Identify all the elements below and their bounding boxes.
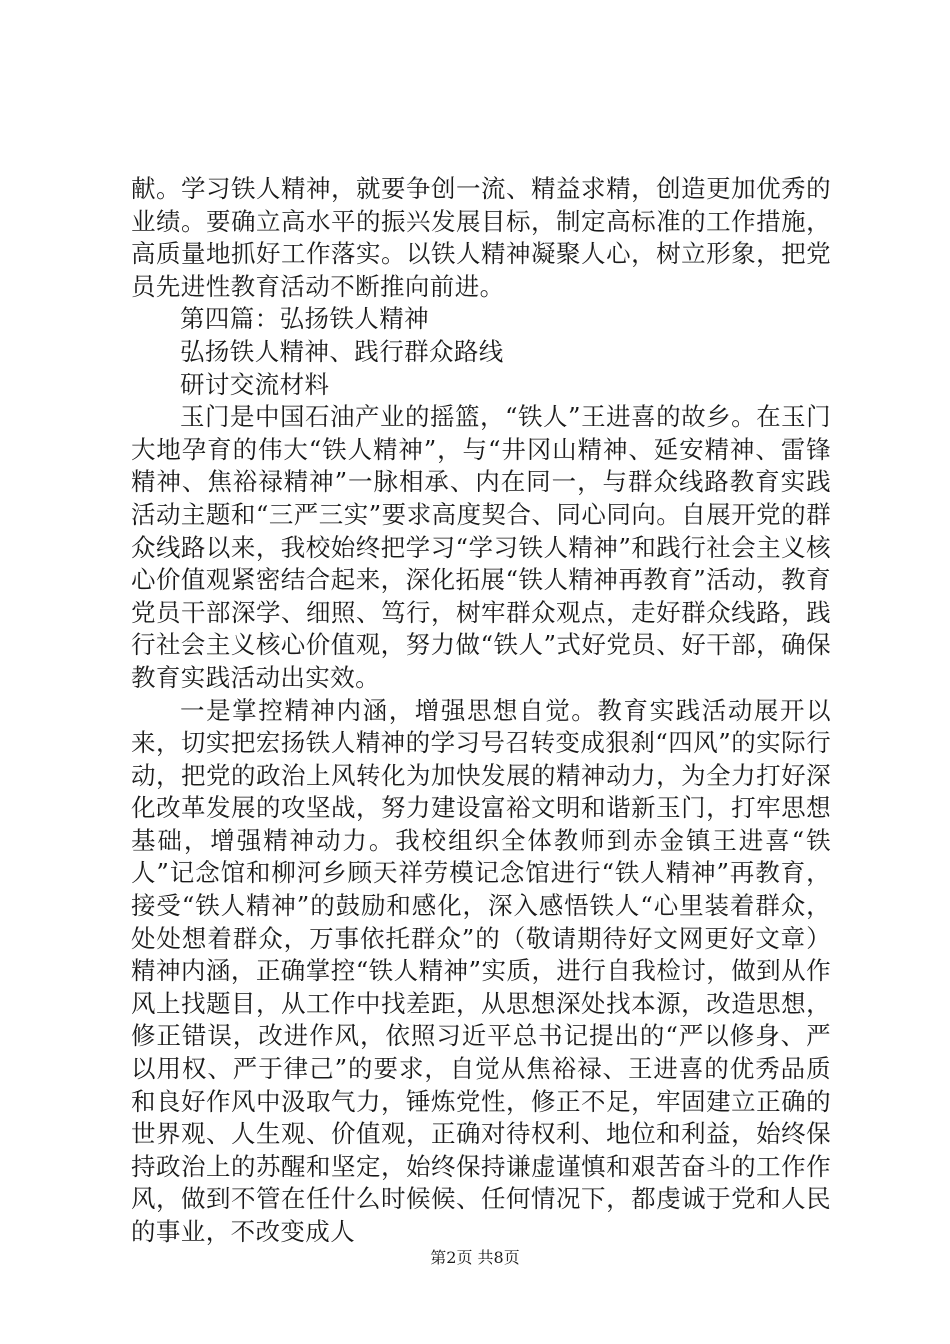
document-body [131, 173, 831, 1249]
section-subtitle-2: 研讨交流材料 [180, 369, 330, 399]
page-number-footer: 第2页 共8页 [430, 1248, 520, 1267]
paragraph-intro: 玉门是中国石油产业的摇篮，“铁人”王进喜的故乡。在玉门大地孕育的伟大“铁人精神”，与“井冈山精神、延安精神、雷锋精神、焦裕禄精神”一脉相承、内在同一，与群众线路教育实践活动主题和“三严三实”要求高度契合、同心同向。自展开党的群众线路以来，我校始终把学习“学习铁人精神”和践行社会主义核心价值观紧密结合起来，深化拓展“铁人精神再教育”活动，教育党员干部深学、细照、笃行，树牢群众观点，走好群众线路，践行社会主义核心价值观，努力做“铁人”式好党员、好干部，确保教育实践活动出实效。 [131, 402, 831, 692]
section-subtitle: 弘扬铁人精神、践行群众路线 [180, 336, 504, 366]
paragraph-continuation: 献。学习铁人精神，就要争创一流、精益求精，创造更加优秀的业绩。要确立高水平的振兴发展目标，制定高标准的工作措施，高质量地抓好工作落实。以铁人精神凝聚人心，树立形象，把党员先进性教育活动不断推向前进。 [131, 174, 831, 301]
paragraph-point-one: 一是掌控精神内涵，增强思想自觉。教育实践活动展开以来，切实把宏扬铁人精神的学习号召转变成狠刹“四风”的实际行动，把党的政治上风转化为加快发展的精神动力，为全力打好深化改革发展的攻坚战，努力建设富裕文明和谐新玉门，打牢思想基础，增强精神动力。我校组织全体教师到赤金镇王进喜“铁人”记念馆和柳河乡顾天祥劳模记念馆进行“铁人精神”再教育，接受“铁人精神”的鼓励和感化，深入感悟铁人“心里装着群众，处处想着群众，万事依托群众”的（敬请期待好文网更好文章）精神内涵，正确掌控“铁人精神”实质，进行自我检讨，做到从作风上找题目，从工作中找差距，从思想深处找本源，改造思想，修正错误，改进作风，依照习近平总书记提出的“严以修身、严以用权、严于律己”的要求，自觉从焦裕禄、王进喜的优秀品质和良好作风中汲取气力，锤炼党性，修正不足，牢固建立正确的世界观、人生观、价值观，正确对待权利、地位和利益，始终保持政治上的苏醒和坚定，始终保持谦虚谨慎和艰苦奋斗的工作作风，做到不管在任什么时候候、任何情况下，都虔诚于党和人民的事业，不改变成人 [131, 695, 831, 1246]
section-title: 第四篇：弘扬铁人精神 [180, 304, 429, 334]
